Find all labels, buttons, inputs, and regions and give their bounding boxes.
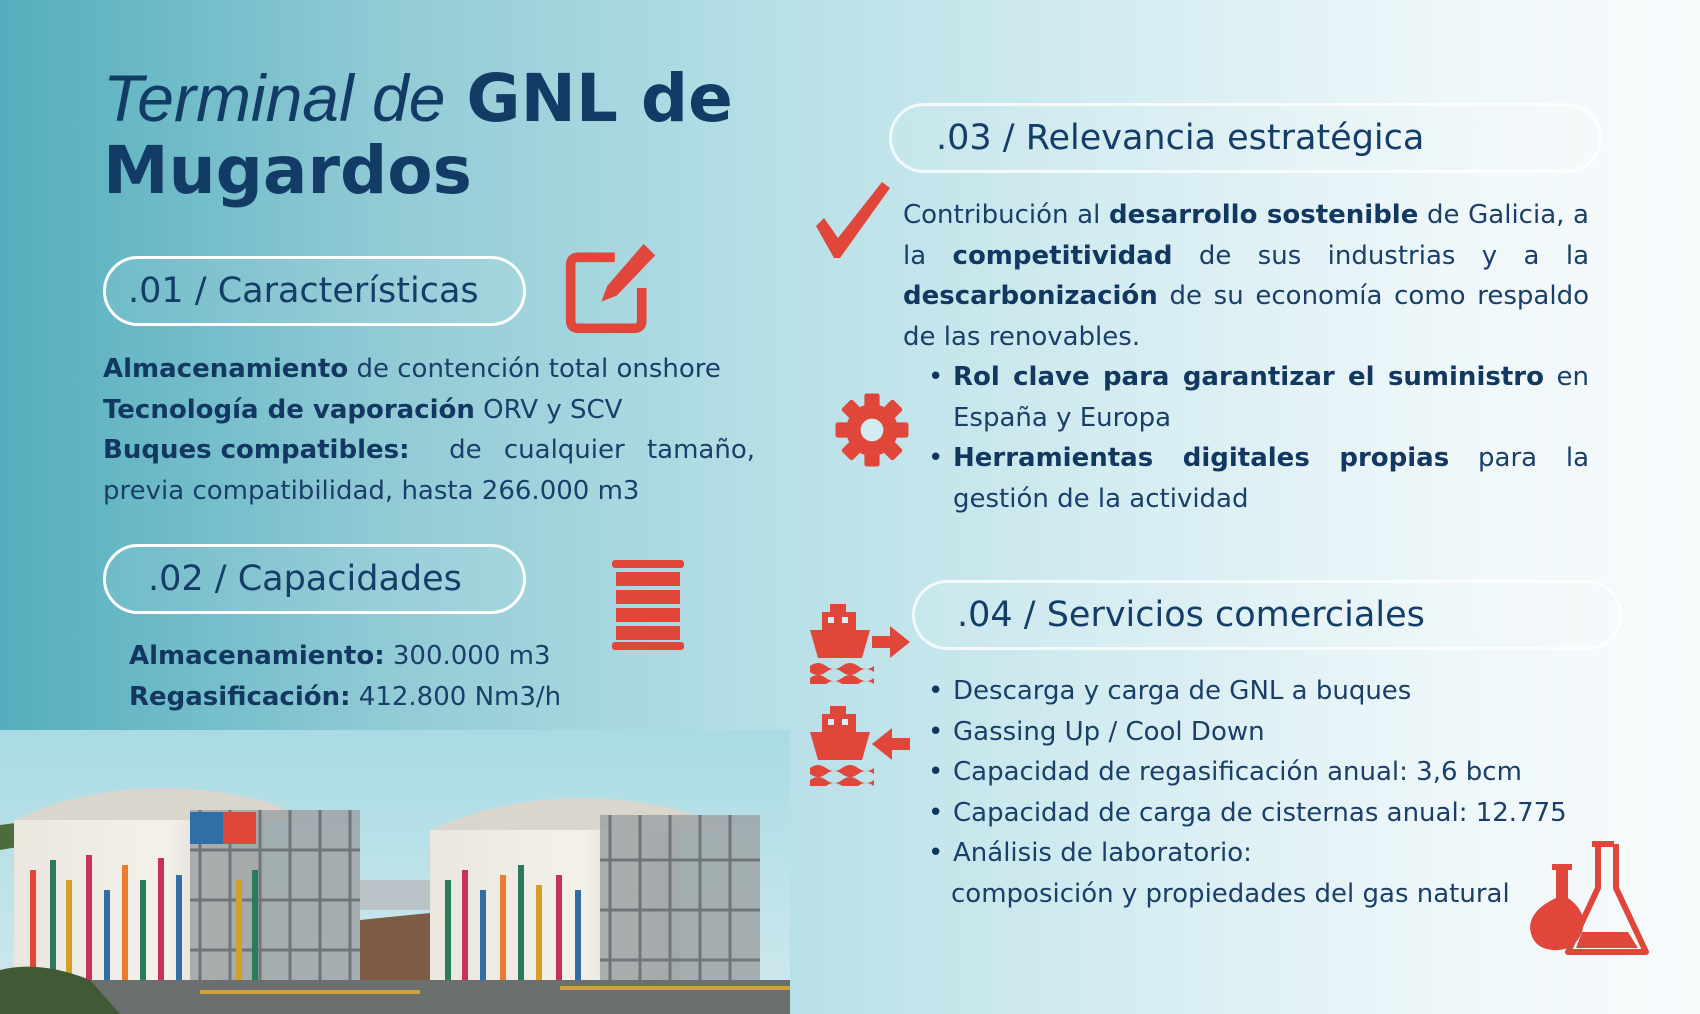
regasification-value: 412.800 Nm3/h: [350, 681, 562, 712]
relevance-bullets: [928, 357, 1589, 519]
service-item: • Descarga y carga de GNL a buques: [928, 671, 1568, 712]
relevance-bullet-1: [928, 357, 1589, 438]
section-02-heading-label: .02 / Capacidades: [148, 559, 462, 599]
storage-label: Almacenamiento: [103, 354, 349, 384]
relevance-text-1: Contribución al: [903, 200, 1109, 230]
relevance-text-4: de su economía como respaldo de las renovables.: [903, 281, 1589, 352]
tech-label: Tecnología de vaporación: [103, 394, 475, 425]
section-03-body: [903, 195, 1589, 357]
section-02-heading: [103, 544, 526, 614]
edit-icon: [563, 240, 659, 336]
title-italic: Terminal de: [103, 61, 446, 135]
capacity-storage-label: Almacenamiento:: [129, 641, 385, 671]
section-02-body: [129, 636, 649, 717]
section-04-heading-label: .04 / Servicios comerciales: [957, 595, 1425, 635]
gear-icon: [834, 392, 910, 468]
tech-text: ORV y SCV: [474, 394, 623, 425]
terminal-photo: [0, 730, 790, 1014]
relevance-bullet-2: [928, 438, 1589, 519]
service-item: • Análisis de laboratorio:: [928, 833, 1568, 874]
service-item: • Capacidad de carga de cisternas anual: 12.775: [928, 793, 1568, 834]
relevance-bullet-2-text: para la gestión de la actividad: [953, 443, 1590, 514]
relevance-text-2: de Galicia, a la: [903, 200, 1589, 271]
storage-text: de contención total onshore: [348, 354, 721, 384]
relevance-bullet-1-text: en España y Europa: [953, 362, 1589, 433]
service-item: • Capacidad de regasificación anual: 3,6 bcm: [928, 752, 1568, 793]
checkmark-icon: [812, 178, 892, 262]
section-04-heading: [912, 580, 1622, 650]
section-01-heading: [103, 256, 526, 326]
service-item: • Gassing Up / Cool Down: [928, 712, 1568, 753]
lab-flask-icon: [1528, 840, 1652, 960]
ships-text-cont: previa compatibilidad, hasta 266.000 m3: [103, 475, 640, 506]
services-list: [928, 671, 1568, 874]
relevance-bold-2: competitividad: [952, 240, 1173, 271]
section-01-heading-label: .01 / Características: [128, 271, 479, 311]
regasification-label: Regasificación:: [129, 681, 351, 712]
page-title: [103, 62, 743, 207]
ship-export-icon: [808, 600, 912, 684]
relevance-bullet-1-bold: Rol clave para garantizar el suministro: [953, 362, 1544, 392]
title-bold: GNL de Mugardos: [103, 60, 733, 209]
section-03-heading: [889, 103, 1602, 173]
section-01-body: [103, 349, 755, 511]
ship-import-icon: [808, 702, 912, 786]
relevance-text-3: de sus industrias y a la: [1172, 240, 1590, 271]
section-03-heading-label: .03 / Relevancia estratégica: [936, 118, 1425, 158]
relevance-bold-1: desarrollo sostenible: [1109, 200, 1419, 230]
service-item-cont: composición y propiedades del gas natural: [951, 879, 1510, 909]
capacity-storage-value: 300.000 m3: [384, 641, 551, 671]
ships-label: Buques compatibles:: [103, 435, 410, 465]
relevance-bullet-2-bold: Herramientas digitales propias: [953, 443, 1450, 473]
relevance-bold-3: descarbonización: [903, 281, 1158, 311]
ships-text: de cualquier tamaño,: [449, 435, 755, 465]
